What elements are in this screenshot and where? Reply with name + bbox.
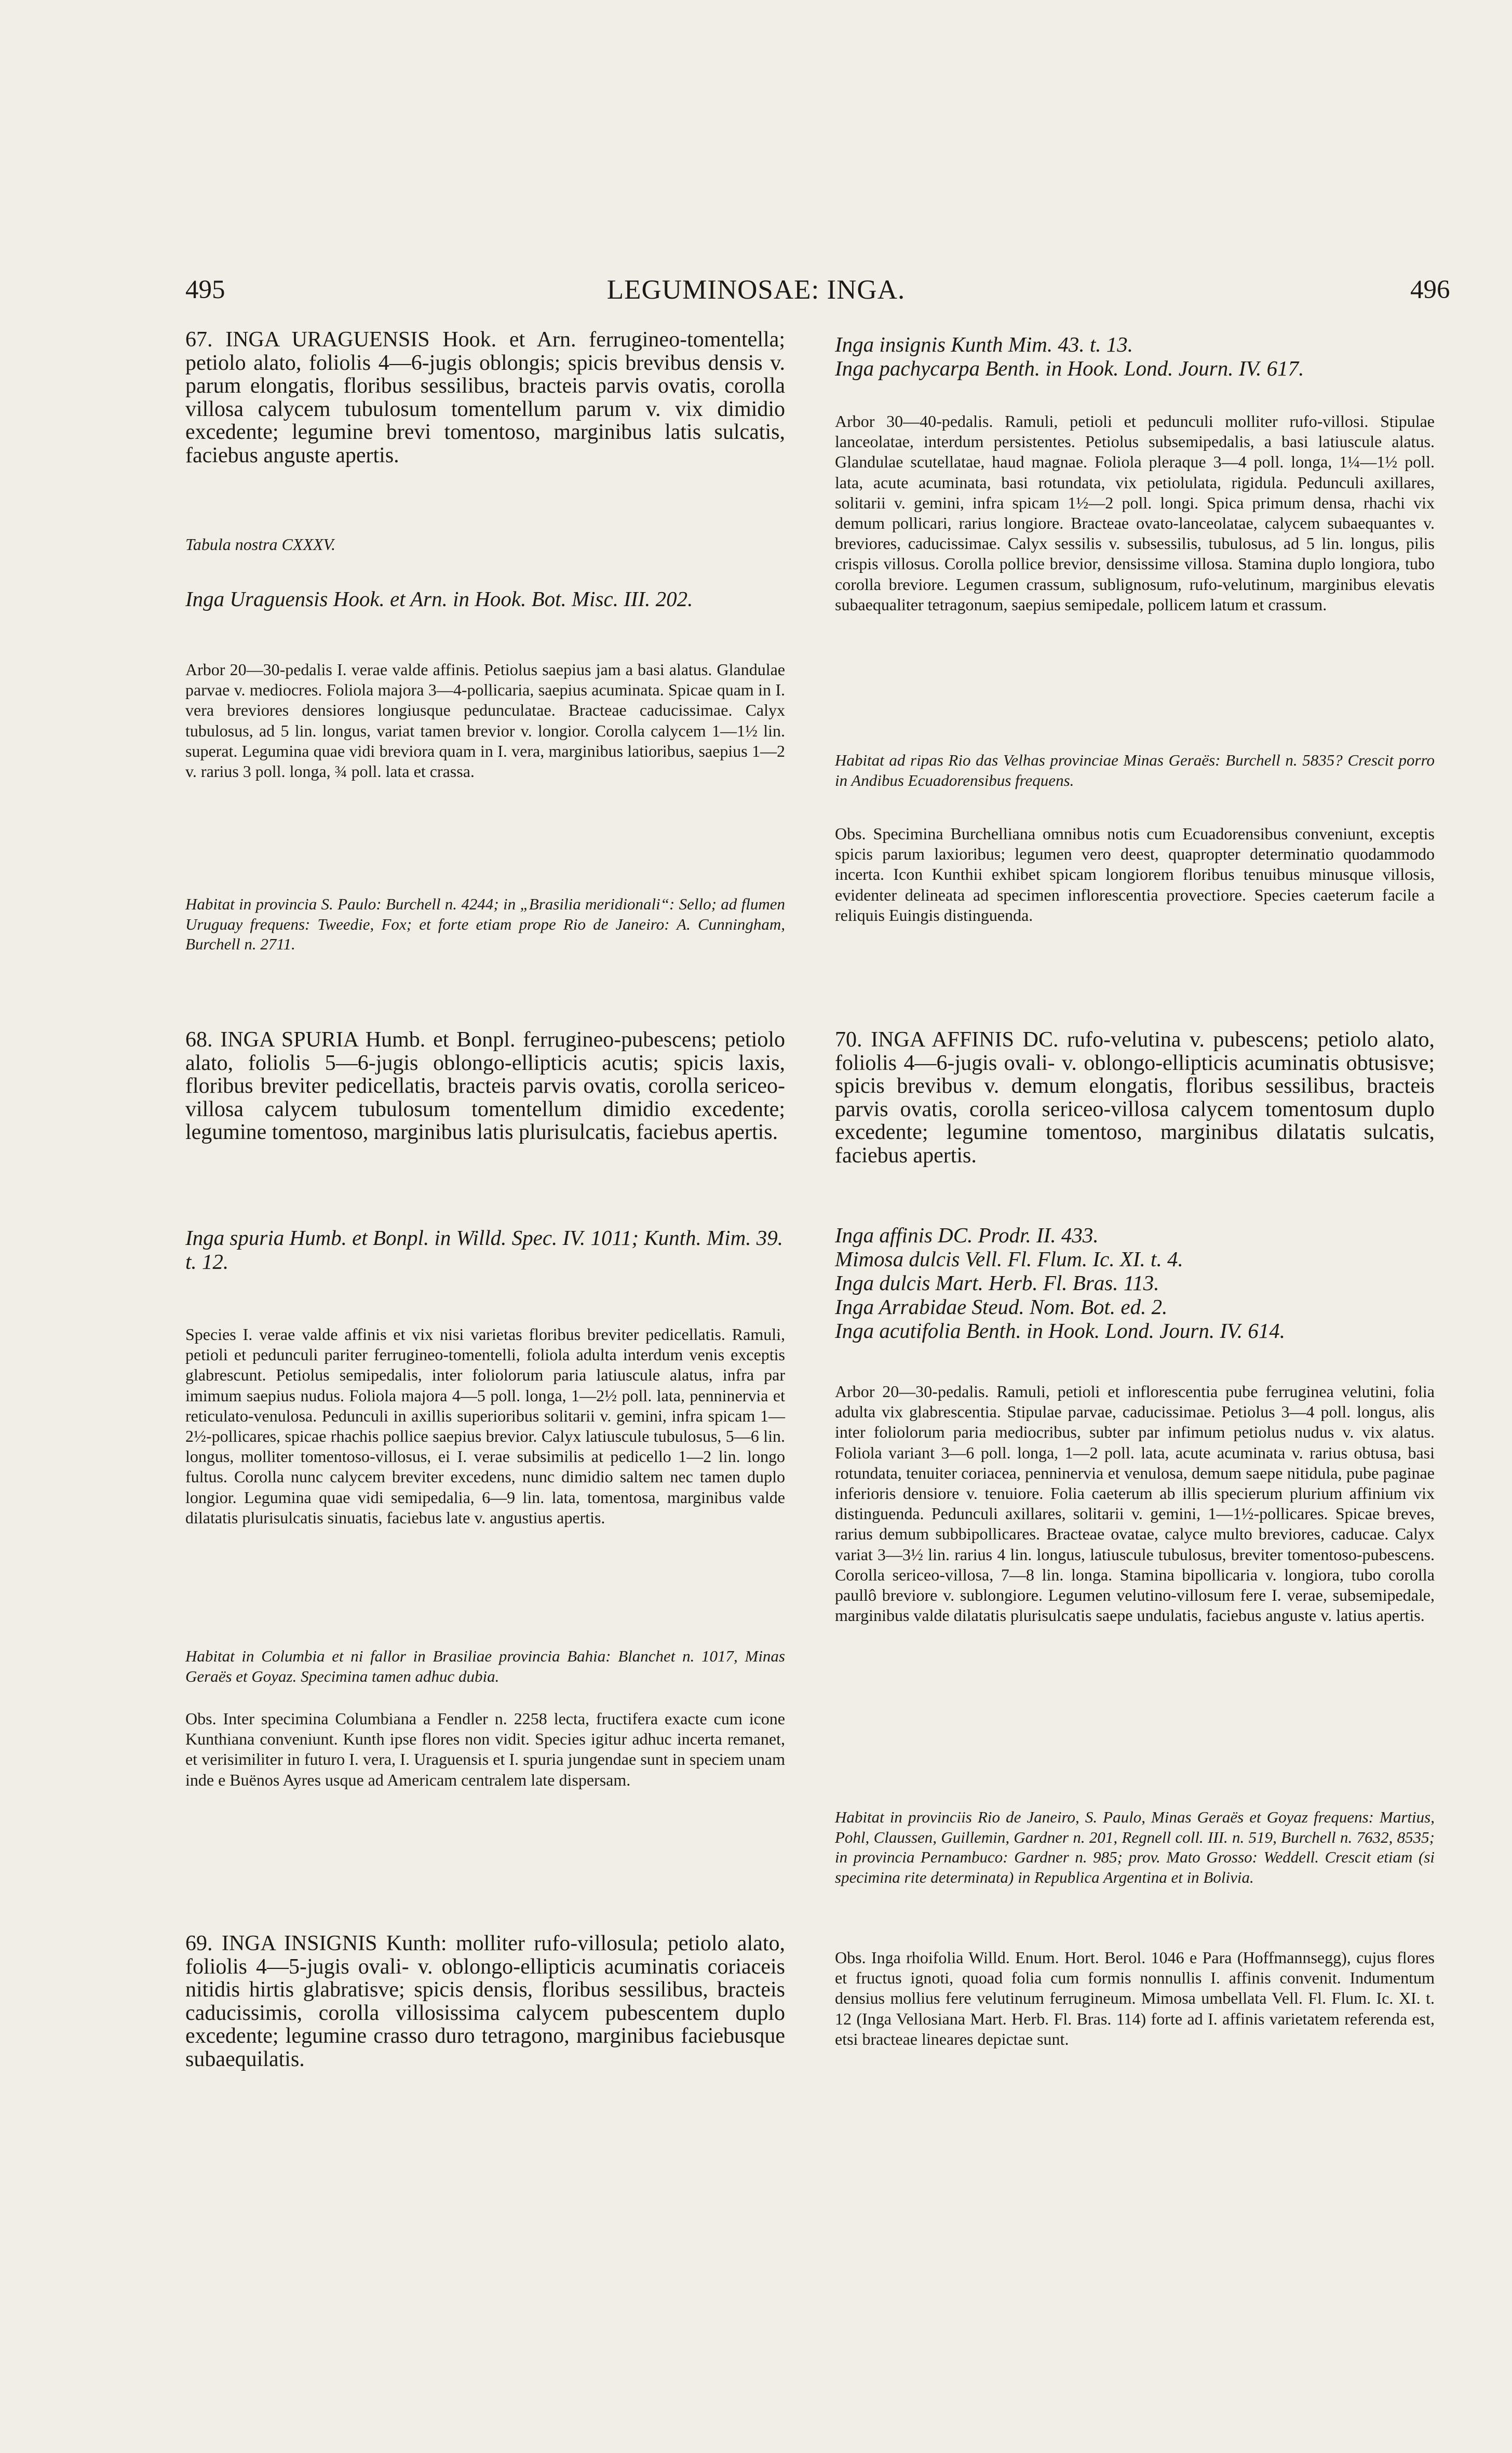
synonym-line: Inga dulcis Mart. Herb. Fl. Bras. 113. (835, 1271, 1159, 1295)
page-number-right: 496 (1410, 275, 1450, 304)
running-title: LEGUMINOSAE: INGA. (606, 275, 906, 305)
synonym-line: Mimosa dulcis Vell. Fl. Flum. Ic. XI. t. 4. (835, 1247, 1183, 1271)
species-70-habitat: Habitat in provinciis Rio de Janeiro, S. Paulo, Minas Geraës et Goyaz frequens: Martius, Pohl, Claussen, Guillemin, Gardner n. 201, Regnell coll. III. n. 519, Burchell n. 7632, 8535; in provincia Pernambuco: Gardner n. 985; prov. Mato Grosso: Weddell. Crescit etiam (si specimina rite determinata) in Republica Argentina et in Bolivia. (835, 1808, 1435, 1886)
species-70-observation: Obs. Inga rhoifolia Willd. Enum. Hort. Berol. 1046 e Para (Hoffmannsegg), cujus flores et fructus ignoti, quoad folia cum formis nonnullis I. affinis convenit. Indumentum densius mollius fere velutinum ferrugineum. Mimosa umbellata Vell. Fl. Flum. Ic. XI. t. 12 (Inga Vellosiana Mart. Herb. Fl. Bras. 114) forte ad I. affinis varietatem referenda est, etsi bracteae lineares depictae sunt. (835, 1948, 1435, 2048)
species-69-habitat: Habitat ad ripas Rio das Velhas provinciae Minas Geraës: Burchell n. 5835? Crescit porro in Andibus Ecuadorensibus frequens. (835, 751, 1435, 789)
page-number-left: 495 (185, 275, 225, 304)
species-69-synonyms (835, 332, 1435, 380)
species-67-synonym: Inga Uraguensis Hook. et Arn. in Hook. Bot. Misc. III. 202. (185, 587, 693, 611)
species-70-description: Arbor 20—30-pedalis. Ramuli, petioli et inflorescentia pube ferruginea velutini, folia adulta vix glabrescentia. Stipulae parvae, caducissimae. Petiolus 3—4 poll. longus, alis inter foliolorum paria mediocribus, subter par infimum petiolus nudus v. vix alatus. Foliola variant 3—6 poll. longa, 1—2 poll. lata, acute acuminata v. rarius obtusa, basi rotundata, tenuiter coriacea, penninervia et venulosa, demum saepe nitidula, pube paginae inferioris densiore v. tenuiore. Folia caeterum ab illis specierum plurium affinium vix distinguenda. Pedunculi axillares, solitarii v. gemini, 1—1½-pollicares. Spicae breves, rarius demum subbipollicares. Bracteae ovatae, calyce multo breviores, caducae. Calyx variat 3—3½ lin. rarius 4 lin. longus, latiuscule tubulosus, breviter tomentoso-pubescens. Corolla sericeo-villosa, 7—8 lin. longa. Stamina bipollicaria v. longiora, tubo corolla paullô breviore v. sublongiore. Legumen velutino-villosum fere I. verae, subsemipedale, marginibus valde dilatatis plurisulcatis saepe undulatis, faciebus anguste v. latius apertis. (835, 1382, 1435, 1625)
species-68-habitat: Habitat in Columbia et ni fallor in Brasiliae provincia Bahia: Blanchet n. 1017, Minas Geraës et Goyaz. Specimina tamen adhuc dubia. (185, 1647, 785, 1685)
species-68-description: Species I. verae valde affinis et vix nisi varietas floribus breviter pedicellatis. Ramuli, petioli et pedunculi pariter ferrugineo-tomentelli, foliola adulta interdum venis exceptis glabrescunt. Petiolus semipedalis, inter foliolorum paria latiuscule alatus, infra par imimum saepius nudus. Foliola majora 4—5 poll. longa, 1—2½ poll. lata, penninervia et reticulato-venulosa. Pedunculi in axillis superioribus solitarii v. gemini, infra spicam 1—2½-pollicares, spicae rhachis pollice saepius brevior. Calyx latiuscule tubulosus, 5—6 lin. longus, molliter tomentoso-villosus, ei I. verae subsimilis at pedicello 1—2 lin. longo fultus. Corolla nunc calycem breviter excedens, nunc dimidio saltem nec tamen duplo longior. Legumina quae vidi semipedalia, 6—9 lin. lata, tomentosa, marginibus valde dilatatis plurisulcatis sinuatis, faciebus late v. angustius apertis. (185, 1325, 785, 1527)
synonym-line: Inga insignis Kunth Mim. 43. t. 13. (835, 332, 1133, 356)
synonym-line: Inga pachycarpa Benth. in Hook. Lond. Journ. IV. 617. (835, 356, 1304, 380)
species-69-observation: Obs. Specimina Burchelliana omnibus notis cum Ecuadorensibus conveniunt, exceptis spicis parum laxioribus; legumen vero deest, quapropter determinatio quodammodo incerta. Icon Kunthii exhibet spicam longiorem floribus tenuibus minusque villosis, evidenter delineata ad specimen inflorescentia provectiore. Species caeterum facile a reliquis Euingis distinguenda. (835, 824, 1435, 924)
synonym-line: Inga Arrabidae Steud. Nom. Bot. ed. 2. (835, 1295, 1168, 1319)
species-68-synonym: Inga spuria Humb. et Bonpl. in Willd. Spec. IV. 1011; Kunth. Mim. 39. t. 12. (185, 1226, 783, 1274)
species-68-observation: Obs. Inter specimina Columbiana a Fendler n. 2258 lecta, fructifera exacte cum icone Kunthiana conveniunt. Kunth ipse flores non vidit. Species igitur adhuc incerta remanet, et verisimiliter in futuro I. vera, I. Uraguensis et I. spuria jungendae sunt in speciem unam inde e Buënos Ayres usque ad Americam centralem late dispersam. (185, 1709, 785, 1789)
species-70-synonyms (835, 1223, 1435, 1343)
species-67-plate-reference: Tabula nostra CXXXV. (185, 535, 335, 554)
synonym-line: Inga affinis DC. Prodr. II. 433. (835, 1223, 1099, 1247)
species-67-description: Arbor 20—30-pedalis I. verae valde affinis. Petiolus saepius jam a basi alatus. Glandulae parvae v. mediocres. Foliola majora 3—4-pollicaria, saepius acuminata. Spicae quam in I. vera breviores densiores longiusque pedunculatae. Bracteae caducissimae. Calyx tubulosus, ad 5 lin. longus, variat tamen brevior v. longior. Corolla calycem 1—1½ lin. superat. Legumina quae vidi breviora quam in I. vera, marginibus latioribus, saepius 1—2 v. rarius 3 poll. longa, ¾ poll. lata et crassa. (185, 660, 785, 781)
species-67-habitat: Habitat in provincia S. Paulo: Burchell n. 4244; in „Brasilia meridionali“: Sello; ad flumen Uruguay frequens: Tweedie, Fox; et forte etiam prope Rio de Janeiro: A. Cunningham, Burchell n. 2711. (185, 895, 785, 953)
species-70-diagnosis: 70. INGA AFFINIS DC. rufo-velutina v. pubescens; petiolo alato, foliolis 4—6-jugis ovali- v. oblongo-ellipticis acuminatis obtusisve; spicis brevibus v. demum elongatis, floribus sessilibus, bracteis parvis ovatis, corolla sericeo-villosa calycem tomentosum duplo excedente; legumine tomentoso, marginibus dilatatis sulcatis, faciebus apertis. (835, 1028, 1435, 1168)
species-67-diagnosis: 67. INGA URAGUENSIS Hook. et Arn. ferrugineo-tomentella; petiolo alato, foliolis 4—6-jugis oblongis; spicis brevibus densis v. parum elongatis, floribus sessilibus, bracteis parvis ovatis, corolla villosa calycem tubulosum tomentellum parum v. vix dimidio excedente; legumine brevi tomentoso, marginibus latis sulcatis, faciebus anguste apertis. (185, 328, 785, 467)
species-68-diagnosis: 68. INGA SPURIA Humb. et Bonpl. ferrugineo-pubescens; petiolo alato, foliolis 5—6-jugis oblongo-ellipticis acutis; spicis laxis, floribus breviter pedicellatis, bracteis parvis ovatis, corolla sericeo-villosa calycem tubulosum tomentellum dimidio excedente; legumine tomentoso, marginibus latis plurisulcatis, faciebus apertis. (185, 1028, 785, 1145)
species-69-description: Arbor 30—40-pedalis. Ramuli, petioli et pedunculi molliter rufo-villosi. Stipulae lanceolatae, interdum persistentes. Petiolus subsemipedalis, a basi latiuscule alatus. Glandulae scutellatae, haud magnae. Foliola pleraque 3—4 poll. longa, 1¼—1½ poll. lata, acute acuminata, basi rotundata, vix petiolulata, rigidula. Pedunculi axillares, solitarii v. gemini, infra spicam 1½—2 poll. longi. Spica primum densa, rhachi vix demum pollicari, rarius longiore. Bracteae ovato-lanceolatae, calycem subaequantes v. breviores, caducissimae. Calyx sessilis v. subsessilis, tubulosus, ad 5 lin. longus, pilis crispis villosus. Corolla pollice brevior, densissime villosa. Stamina duplo longiora, tubo corolla breviore. Legumen crassum, sublignosum, rufo-velutinum, marginibus elevatis subaequaliter tetragonum, saepius semipedale, pollicem latum et crassum. (835, 412, 1435, 614)
synonym-line: Inga acutifolia Benth. in Hook. Lond. Journ. IV. 614. (835, 1319, 1286, 1343)
species-69-diagnosis: 69. INGA INSIGNIS Kunth: molliter rufo-villosula; petiolo alato, foliolis 4—5-jugis ovali- v. oblongo-ellipticis acuminatis coriaceis nitidis hirtis glabratisve; spicis densis, floribus sessilibus, bracteis caducissimis, corolla villosissima calycem pubescentem duplo excedente; legumine crasso duro tetragono, marginibus faciebusque subaequilatis. (185, 1932, 785, 2071)
